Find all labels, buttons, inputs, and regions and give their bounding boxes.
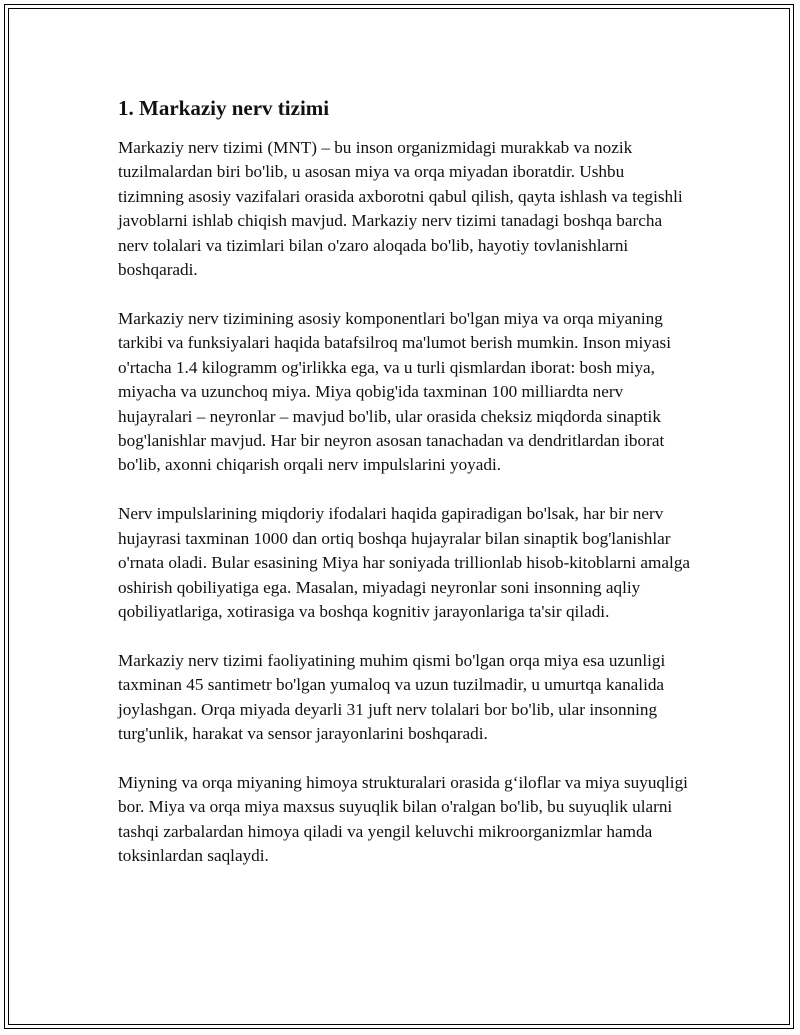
paragraph-3: Nerv impulslarining miqdoriy ifodalari haqida gapiradigan bo'lsak, har bir nerv hujayrasi taxminan 1000 dan ortiq boshqa hujayralar bilan sinaptik bog'lanishlar o'rnata oladi. Bular esasining Miya har soniyada trillionlab hisob-kitoblarni amalga oshirish qobiliyatiga ega. Masalan, miyadagi neyronlar soni insonning aqliy qobiliyatlariga, xotirasiga va boshqa kognitiv jarayonlariga ta'sir qiladi. xyxy=(118,504,691,621)
section-title: 1. Markaziy nerv tizimi xyxy=(118,96,330,120)
paragraph-4: Markaziy nerv tizimi faoliyatining muhim qismi bo'lgan orqa miya esa uzunligi taxminan 45 santimetr bo'lgan yumaloq va uzun tuzilmadir, u umurtqa kanalida joylashgan. Orqa miyada deyarli 31 juft nerv tolalari bor bo'lib, ular insonning turg'unlik, harakat va sensor jarayonlarini boshqaradi. xyxy=(118,650,666,744)
paragraph-5: Miyning va orqa miyaning himoya strukturalari orasida g‘iloflar va miya suyuqligi bor. Miya va orqa miya maxsus suyuqlik bilan o'ralgan bo'lib, bu suyuqlik ularni tashqi zarbalardan himoya qiladi va yengil keluvchi mikroorganizmlar hamda toksinlardan saqlaydi. xyxy=(118,772,688,866)
document-body xyxy=(118,94,693,893)
paragraph-1: Markaziy nerv tizimi (MNT) – bu inson organizmidagi murakkab va nozik tuzilmalardan biri bo'lib, u asosan miya va orqa miyadan iboratdir. Ushbu tizimning asosiy vazifalari orasida axborotni qabul qilish, qayta ishlash va tegishli javoblarni ishlab chiqish mavjud. Markaziy nerv tizimi tanadagi boshqa barcha nerv tolalari va tizimlari bilan o'zaro aloqada bo'lib, hayotiy tovlanishlarni boshqaradi. xyxy=(118,138,683,280)
paragraph-2: Markaziy nerv tizimining asosiy komponentlari bo'lgan miya va orqa miyaning tarkibi va funksiyalari haqida batafsilroq ma'lumot berish mumkin. Inson miyasi o'rtacha 1.4 kilogramm og'irlikka ega, va u turli qismlardan iborat: bosh miya, miyacha va uzunchoq miya. Miya qobig'ida taxminan 100 milliardta nerv hujayralari – neyronlar – mavjud bo'lib, ular orasida cheksiz miqdorda sinaptik bog'lanishlar mavjud. Har bir neyron asosan tanachadan va dendritlardan iborat bo'lib, axonni chiqarish orqali nerv impulslarini yoyadi. xyxy=(118,308,671,475)
